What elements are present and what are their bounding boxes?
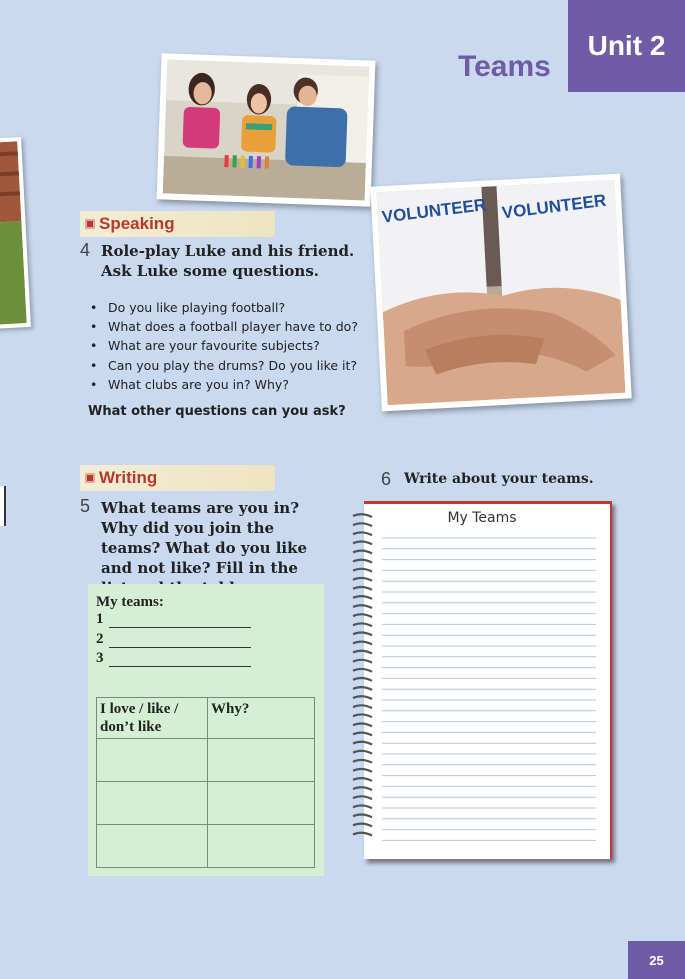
spiral-ring <box>353 833 372 836</box>
table-cell[interactable] <box>208 739 315 782</box>
spiral-ring <box>353 733 372 736</box>
spiral-ring <box>353 760 372 763</box>
writing-heading <box>80 465 275 491</box>
spiral-ring <box>353 623 372 626</box>
students-experiment-photo <box>157 53 376 206</box>
speaking-question: • What does a football player have to do? <box>88 317 378 336</box>
table-row <box>97 825 315 868</box>
my-teams-label: My teams: <box>96 594 164 610</box>
spiral-binding-icon <box>350 512 374 842</box>
spiral-ring <box>353 551 372 554</box>
spiral-ring <box>353 805 372 808</box>
table-header-cell: Why? <box>208 698 315 739</box>
team-entry-1[interactable] <box>96 611 251 628</box>
unit-label: Unit 2 <box>587 30 666 61</box>
table-header-cell: I love / like / don’t like <box>97 698 208 739</box>
spiral-ring <box>353 687 372 690</box>
team-entry-number: 2 <box>96 631 104 647</box>
table-cell[interactable] <box>97 825 208 868</box>
table-row <box>97 782 315 825</box>
speaking-question: • What clubs are you in? Why? <box>88 375 378 394</box>
spiral-ring <box>353 669 372 672</box>
spiral-ring <box>353 778 372 781</box>
spiral-ring <box>353 542 372 545</box>
exercise-6-instruction: Write about your teams. <box>404 471 594 487</box>
spiral-ring <box>353 678 372 681</box>
spiral-ring <box>353 705 372 708</box>
spiral-ring <box>353 824 372 827</box>
spiral-ring <box>353 532 372 535</box>
exercise-5-instruction: What teams are you in? Why did you join the teams? What do you like and not like? Fill in the <box>101 499 308 577</box>
notebook-title: My Teams <box>447 510 517 526</box>
unit-badge <box>568 0 685 92</box>
spiral-ring <box>353 587 372 590</box>
spiral-ring <box>353 596 372 599</box>
table-cell[interactable] <box>208 782 315 825</box>
notebook-lines <box>382 532 596 842</box>
left-edge-photo <box>0 137 31 329</box>
exercise-number-5: 5 <box>80 496 91 516</box>
spiral-ring <box>353 578 372 581</box>
page-number: 25 <box>628 941 685 979</box>
team-entry-number: 3 <box>96 650 104 666</box>
writing-heading-text: Writing <box>99 468 158 487</box>
speaking-heading-text: Speaking <box>99 214 175 233</box>
team-entry-blank[interactable] <box>109 635 251 648</box>
section-bullet-icon <box>85 473 95 483</box>
spiral-ring <box>353 605 372 608</box>
spiral-ring <box>353 569 372 572</box>
spiral-ring <box>353 614 372 617</box>
volunteers-hands-photo <box>370 174 631 412</box>
team-entry-2[interactable] <box>96 631 251 648</box>
section-bullet-icon <box>85 219 95 229</box>
speaking-question: • Do you like playing football? <box>88 298 378 317</box>
spiral-ring <box>353 651 372 654</box>
table-row <box>97 739 315 782</box>
spiral-ring <box>353 724 372 727</box>
exercise-4-instruction: Role-play Luke and his friend. Ask Luke some questions. <box>101 242 355 280</box>
team-entry-3[interactable] <box>96 650 251 667</box>
team-entry-blank[interactable] <box>109 654 251 667</box>
spiral-ring <box>353 642 372 645</box>
spiral-ring <box>353 696 372 699</box>
team-entry-number: 1 <box>96 611 104 627</box>
volunteer-shirt-text-left: VOLUNTEER <box>380 195 488 227</box>
unit-title: Teams <box>458 50 551 83</box>
speaking-question: • What are your favourite subjects? <box>88 336 378 355</box>
speaking-followup: What other questions can you ask? <box>88 404 346 419</box>
spiral-ring <box>353 769 372 772</box>
spiral-ring <box>353 660 372 663</box>
spiral-ring <box>353 751 372 754</box>
table-header-row <box>97 698 315 739</box>
spiral-ring <box>353 787 372 790</box>
spiral-ring <box>353 514 372 517</box>
speaking-question-list <box>88 298 378 394</box>
spiral-ring <box>353 815 372 818</box>
spiral-ring <box>353 714 372 717</box>
team-entry-blank[interactable] <box>109 615 251 628</box>
table-cell[interactable] <box>97 739 208 782</box>
spiral-ring <box>353 742 372 745</box>
spiral-ring <box>353 560 372 563</box>
volunteer-shirt-text-right: VOLUNTEER <box>500 190 608 223</box>
spiral-ring <box>353 796 372 799</box>
spiral-ring <box>353 523 372 526</box>
speaking-heading <box>80 211 275 237</box>
left-edge-photo-fragment <box>0 486 6 526</box>
spiral-ring <box>353 633 372 636</box>
likes-reasons-table <box>96 697 315 868</box>
exercise-number-6: 6 <box>381 469 392 489</box>
table-cell[interactable] <box>208 825 315 868</box>
table-cell[interactable] <box>97 782 208 825</box>
exercise-number-4: 4 <box>80 240 91 260</box>
speaking-question: • Can you play the drums? Do you like it? <box>88 356 378 375</box>
